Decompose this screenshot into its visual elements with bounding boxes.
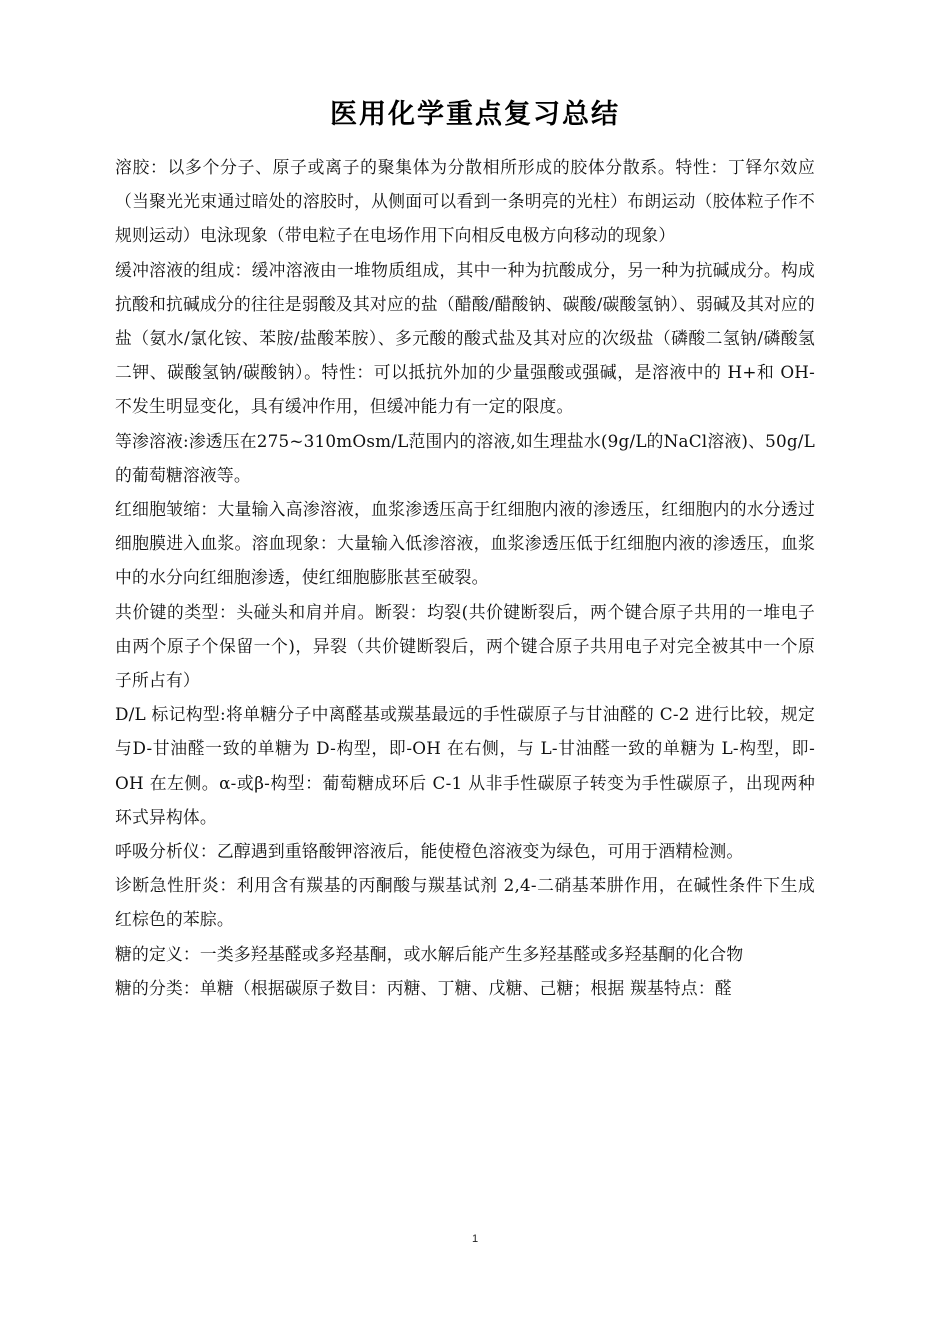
paragraph-sol: 溶胶：以多个分子、原子或离子的聚集体为分散相所形成的胶体分散系。特性：丁铎尔效应（当聚光光束通过暗处的溶胶时，从侧面可以看到一条明亮的光柱）布朗运动（胶体粒子作不规则运动）电泳现象（带电粒子在电场作用下向相反电极方向移动的现象） bbox=[115, 157, 815, 246]
paragraph-dl-configuration: D/L 标记构型:将单糖分子中离醛基或羰基最远的手性碳原子与甘油醛的 C-2 进行比较，规定与D-甘油醛一致的单糖为 D-构型，即-OH 在右侧，与 L-甘油醛一致的单糖为 L-构型，即-OH 在左侧。α-或β-构型：葡萄糖成环后 C-1 从非手性碳原子转变为手性碳原子，出现两种环式异构体。 bbox=[115, 704, 815, 827]
paragraph-buffer-solution: 缓冲溶液的组成：缓冲溶液由一堆物质组成，其中一种为抗酸成分，另一种为抗碱成分。构成抗酸和抗碱成分的往往是弱酸及其对应的盐（醋酸/醋酸钠、碳酸/碳酸氢钠）、弱碱及其对应的盐（氨水/氯化铵、苯胺/盐酸苯胺）、多元酸的酸式盐及其对应的次级盐（磷酸二氢钠/磷酸氢二钾、碳酸氢钠/碳酸钠）。特性：可以抵抗外加的少量强酸或强碱，是溶液中的 H+和 OH-不发生明显变化，具有缓冲作用，但缓冲能力有一定的限度。 bbox=[115, 259, 816, 417]
paragraph-breath-analyzer: 呼吸分析仪：乙醇遇到重铬酸钾溶液后，能使橙色溶液变为绿色，可用于酒精检测。 bbox=[115, 841, 744, 862]
paragraph-covalent-bond: 共价键的类型：头碰头和肩并肩。断裂：均裂(共价键断裂后，两个键合原子共用的一堆电子由两个原子个保留一个)，异裂（共价键断裂后，两个键合原子共用电子对完全被其中一个原子所占有） bbox=[115, 601, 815, 691]
document-title: 医用化学重点复习总结 bbox=[330, 99, 620, 130]
paragraph-acute-hepatitis: 诊断急性肝炎：利用含有羰基的丙酮酸与羰基试剂 2,4-二硝基苯肼作用，在碱性条件下生成红棕色的苯腙。 bbox=[115, 875, 815, 930]
paragraph-sugar-classification: 糖的分类：单糖（根据碳原子数目：丙糖、丁糖、戊糖、己糖；根据 羰基特点：醛 bbox=[115, 977, 732, 998]
paragraph-red-cell-crenation: 红细胞皱缩：大量输入高渗溶液，血浆渗透压高于红细胞内液的渗透压，红细胞内的水分透过细胞膜进入血浆。溶血现象：大量输入低渗溶液，血浆渗透压低于红细胞内液的渗透压，血浆中的水分向红细胞渗透，使红细胞膨胀甚至破裂。 bbox=[115, 499, 815, 588]
paragraph-sugar-definition: 糖的定义：一类多羟基醛或多羟基酮，或水解后能产生多羟基醛或多羟基酮的化合物 bbox=[115, 943, 744, 964]
page-number: 1 bbox=[471, 1233, 479, 1245]
paragraph-isotonic-solution: 等渗溶液:渗透压在275~310mOsm/L范围内的溶液,如生理盐水(9g/L的NaCl溶液)、50g/L 的葡萄糖溶液等。 bbox=[115, 430, 815, 485]
document-body bbox=[115, 150, 815, 1005]
